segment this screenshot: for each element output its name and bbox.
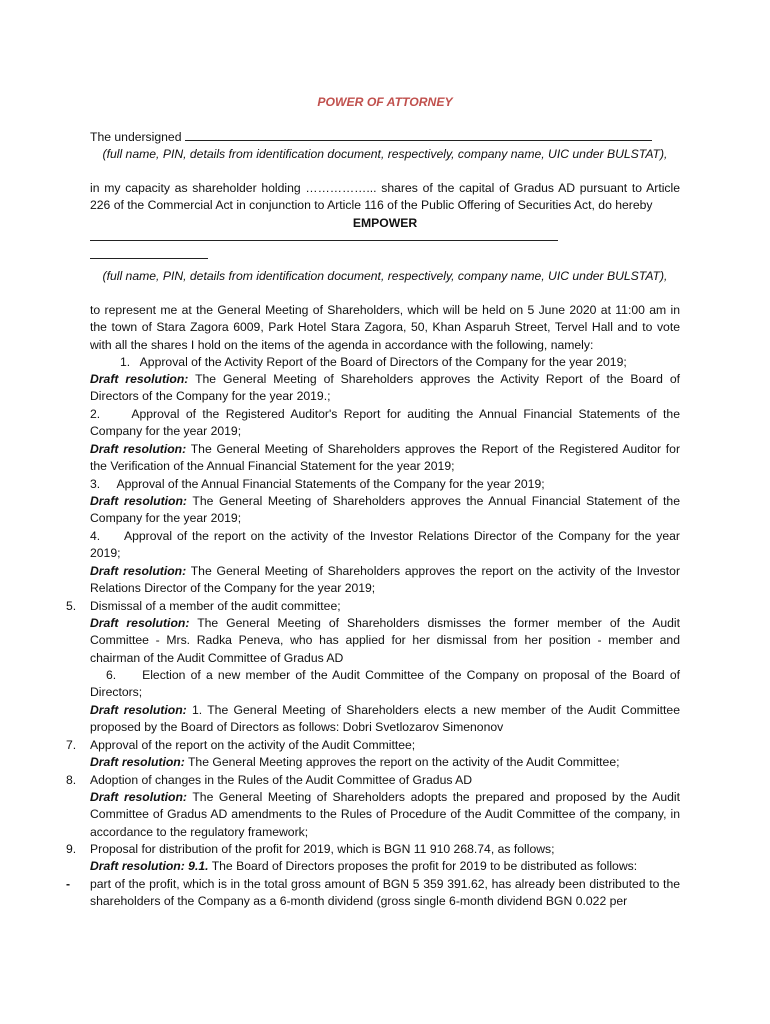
draft-resolution-8 — [90, 789, 680, 841]
capacity-paragraph: in my capacity as shareholder holding ……………... shares of the capital of Gradus AD pursuant to Article 226 of the Commercial Act in conjunction to Article 116 of the Public Offering of Securities Act, do hereby — [90, 181, 680, 213]
draft-resolution-3 — [90, 493, 680, 528]
draft-label: Draft resolution: — [90, 442, 187, 456]
item-text: Approval of the Registered Auditor's Report for auditing the Annual Financial Statements of the Company for the year 2019; — [90, 407, 680, 439]
agenda-item-8: Adoption of changes in the Rules of the Audit Committee of Gradus AD — [90, 773, 473, 787]
resolution-text: The General Meeting of Shareholders approves the Report of the Registered Auditor for the Verification of the Annual Financial Statement for the year 2019; — [90, 442, 681, 474]
attorney-line-2 — [90, 241, 208, 259]
draft-label: Draft resolution: — [90, 564, 187, 578]
draft-resolution-6 — [90, 702, 680, 737]
agenda-item-2 — [90, 406, 680, 441]
id-caption: (full name, PIN, details from identification document, respectively, company name, UIC under BULSTAT), — [102, 147, 668, 161]
empower-heading: EMPOWER — [352, 216, 418, 230]
agenda-item-4 — [90, 528, 680, 563]
undersigned-line — [90, 129, 680, 146]
draft-resolution-4 — [90, 563, 680, 598]
attorney-name-field[interactable] — [90, 232, 680, 259]
draft-label: Draft resolution: — [90, 703, 187, 717]
resolution-text: The General Meeting approves the report on the activity of the Audit Committee; — [187, 755, 620, 769]
agenda-item-1 — [90, 354, 680, 371]
represent-paragraph: to represent me at the General Meeting of Shareholders, which will be held on 5 June 2020 at 11:00 am in the town of Stara Zagora 6009, Park Hotel Stara Zagora, 50, Khan Asparuh Street, Tervel Hall and to vote with all the shares I hold on the items of the agenda in accordance with the following, namely: — [90, 303, 680, 352]
draft-resolution-7 — [90, 754, 680, 771]
item-number: 2. — [90, 407, 101, 421]
undersigned-label: The undersigned — [90, 130, 182, 144]
id-caption-2: (full name, PIN, details from identification document, respectively, company name, UIC under BULSTAT), — [102, 269, 668, 283]
item-text: Election of a new member of the Audit Committee of the Company on proposal of the Board of Directors; — [90, 668, 680, 700]
draft-label: Draft resolution: — [90, 372, 189, 386]
draft-resolution-1 — [90, 371, 680, 406]
item-number: 6. — [106, 668, 117, 682]
agenda-item-5: Dismissal of a member of the audit committee; — [90, 599, 341, 613]
resolution-text: The Board of Directors proposes the profit for 2019 to be distributed as follows: — [211, 859, 638, 873]
item-number: 1. — [120, 355, 131, 369]
item-number-8: 8. — [66, 773, 77, 787]
item-number-5: 5. — [66, 599, 77, 613]
agenda-item-9: Proposal for distribution of the profit for 2019, which is BGN 11 910 268.74, as follows; — [90, 842, 555, 856]
agenda-item-3 — [90, 476, 680, 493]
agenda-item-7: Approval of the report on the activity of the Audit Committee; — [90, 738, 416, 752]
draft-label: Draft resolution: — [90, 755, 185, 769]
resolution-text: The General Meeting of Shareholders approves the report on the activity of the Investor Relations Director of the Company for the year 2019; — [90, 564, 681, 596]
item-number-9: 9. — [66, 842, 77, 856]
item-number-7: 7. — [66, 738, 77, 752]
resolution-text: The General Meeting of Shareholders approves the Annual Financial Statement of the Company for the year 2019; — [90, 494, 680, 526]
draft-label: Draft resolution: — [90, 790, 187, 804]
resolution-text: The General Meeting of Shareholders dismisses the former member of the Audit Committee - Mrs. Radka Peneva, who has applied for her dismissal from her position - member and chairman of the Audit Committee of Gradus AD — [90, 616, 681, 665]
draft-resolution-9 — [90, 858, 680, 875]
draft-label: Draft resolution: — [90, 494, 187, 508]
resolution-text: 1. The General Meeting of Shareholders elects a new member of the Audit Committee proposed by the Board of Directors as follows: Dobri Svetlozarov Simenonov — [90, 703, 680, 735]
item-number: 3. — [90, 477, 101, 491]
dash-item: part of the profit, which is in the total gross amount of BGN 5 359 391.62, has already been distributed to the shareholders of the Company as a 6-month dividend (gross single 6-month dividend BGN 0.022 per — [90, 877, 680, 909]
dash-bullet: - — [66, 877, 71, 891]
draft-label: Draft resolution: 9.1. — [90, 859, 209, 873]
draft-resolution-5 — [90, 615, 680, 667]
item-number: 4. — [90, 529, 101, 543]
draft-resolution-2 — [90, 441, 680, 476]
agenda-item-6 — [90, 667, 680, 702]
attorney-line-1 — [90, 232, 558, 241]
resolution-text: The General Meeting of Shareholders adopts the prepared and proposed by the Audit Committee of Gradus AD amendments to the Rules of Procedure of the Audit Committee of the company, in accordance to the regulatory framework; — [90, 790, 680, 839]
item-text: Approval of the report on the activity of the Investor Relations Director of the Company for the year 2019; — [90, 529, 680, 561]
draft-label: Draft resolution: — [90, 616, 190, 630]
undersigned-name-field[interactable] — [185, 129, 652, 141]
item-text: Approval of the Annual Financial Statements of the Company for the year 2019; — [116, 477, 545, 491]
document-title: POWER OF ATTORNEY — [317, 95, 453, 109]
resolution-text: The General Meeting of Shareholders approves the Activity Report of the Board of Directors of the Company for the year 2019.; — [90, 372, 680, 404]
item-text: Approval of the Activity Report of the Board of Directors of the Company for the year 2019; — [139, 355, 627, 369]
